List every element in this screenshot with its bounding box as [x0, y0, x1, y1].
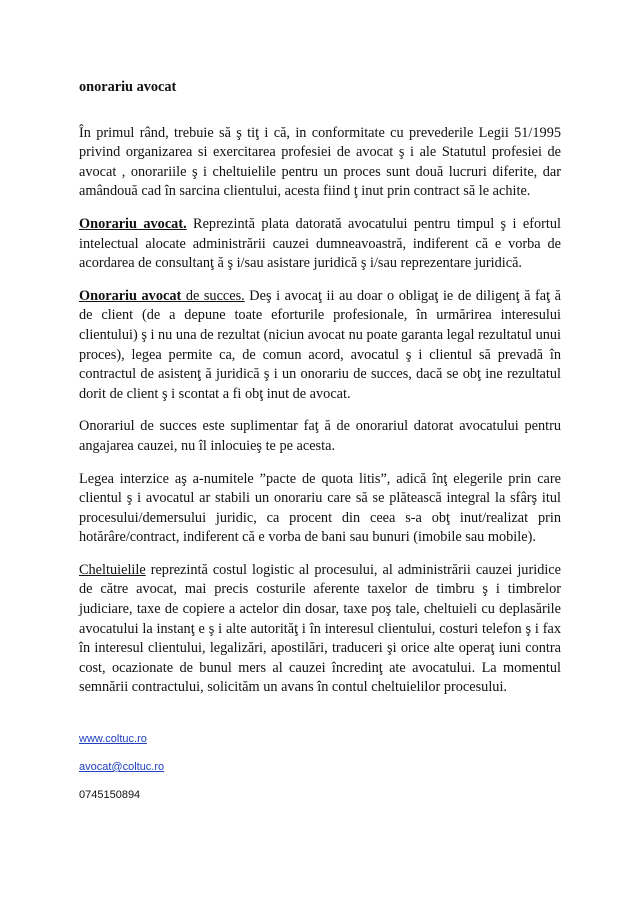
term-cheltuielile: Cheltuielile [79, 561, 146, 578]
paragraph-quota-litis: Legea interzice aş a-numitele ”pacte de quota litis”, adică înţ elegerile prin care clientul ş i avocatul ar stabili un onorariu care să se plătească integral la sfârş itul procesului/demersului juridic, ca procent din ceea s-a obţ inut/realizat prin hotărâre/contract, indiferent că e vorba de bani sau bunuri (imobile sau mobile). [79, 470, 561, 546]
paragraph-onorariu-text: Reprezintă plata datorată avocatului pentru timpul ş i efortul intelectual alocate administrării cauzei dumneavoastră, indiferent că e vorba de acordarea de consultanţ ă ş i/sau asistare juridică ş i/sau reprezentare juridică. [79, 215, 561, 272]
paragraph-onorariu [79, 215, 561, 274]
paragraph-cheltuieli-text: reprezintă costul logistic al procesului, al administrării cauzei juridice de către avocat, mai precis costurile aferente taxelor de timbru ş i timbrelor judiciare, taxe de copiere a actelor din dosar, taxe poş tale, cheltuieli cu deplasările avocatului la instanţ e ş i alte autorităţ i în interesul clientului, costuri telefon ş i fax în interesul clientului, legalizări, apostilări, traduceri şi orice alte operaţ iuni contra cost, ocazionate de bunul mers al cauzei încredinţ ate avocatului. La momentul semnării contractului, solicităm un avans în contul cheltuielilor procesului. [79, 561, 561, 696]
document-title: onorariu avocat [79, 79, 177, 95]
paragraph-cheltuieli [79, 561, 561, 698]
paragraph-suplimentar: Onorariul de succes este suplimentar faţ ă de onorariul datorat avocatului pentru angajarea cauzei, nu îl inlocuieş te pe acesta. [79, 418, 561, 454]
paragraph-onorariu-succes-text: Deş i avocaţ ii au doar o obligaţ ie de diligenţ ă faţ ă de client (de a depune toate eforturile profesionale, în urmărirea interesului clientului) ş i nu una de rezultat (niciun avocat nu poate garanta legal rezultatul unui proces), legea permite ca, de comun acord, avocatul ş i clientul să prevadă în contractul de asistenţ ă juridică ş i un onorariu de succes, dacă se obţ ine rezultatul dorit de client ş i scontat a fi obţ inut de avocat. [79, 287, 561, 402]
term-onorariu-avocat-succes: Onorariu avocat [79, 287, 182, 304]
contact-footer [79, 733, 164, 817]
website-link[interactable]: www.coltuc.ro [79, 733, 147, 745]
document-body [79, 78, 561, 711]
term-onorariu-avocat: Onorariu avocat. [79, 215, 187, 232]
term-de-succes: de succes. [185, 287, 245, 304]
paragraph-onorariu-succes [79, 287, 561, 405]
paragraph-intro: În primul rând, trebuie să ş tiţ i că, in conformitate cu prevederile Legii 51/1995 privind organizarea si exercitarea profesiei de avocat ş i ale Statutul profesiei de avocat , onorariile ş i cheltuielile pentru un proces sunt două lucruri diferite, dar amândouă cad în sarcina clientului, acesta fiind ţ inut prin contract să le achite. [79, 124, 561, 200]
email-link[interactable]: avocat@coltuc.ro [79, 761, 165, 773]
phone-number: 0745150894 [79, 789, 141, 801]
